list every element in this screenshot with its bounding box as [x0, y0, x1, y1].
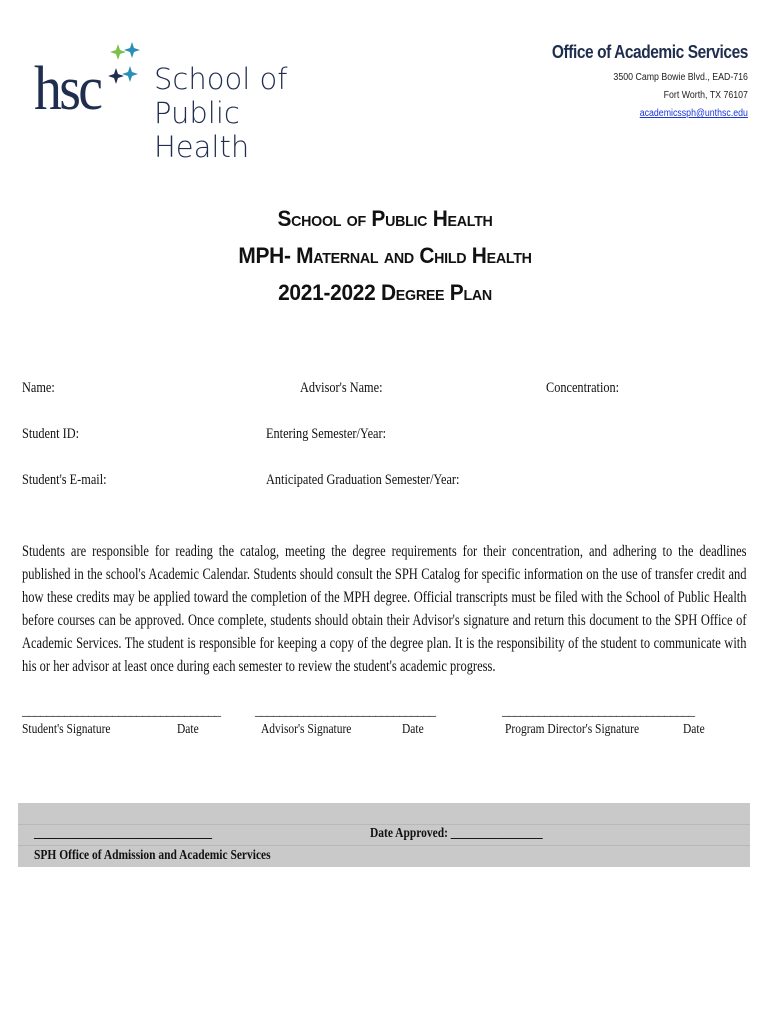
instructions-paragraph: Students are responsible for reading the catalog, meeting the degree requirements for their concentration, and adhering to the deadlines published in the school's Academic Calendar. Students should consult the SPH Catalog for specific information on the use of transfer credit and how these credits may be applied toward the completion of the MPH degree. Official transcripts must be filed with the School of Public Health before courses can be approved. Once complete, students should obtain their Advisor's signature and return this document to the SPH Office of Academic Services. The student is responsible for keeping a copy of the degree plan. It is the responsibility of the student to communicate with his or her advisor at least once during each semester to review the student's academic progress.	[22, 543, 747, 675]
title-line1: School of Public Health	[277, 206, 493, 231]
director-signature-label: Program Director's Signature	[505, 722, 640, 737]
title-line2: MPH- Maternal and Child Health	[238, 243, 532, 268]
title-line3: 2021-2022 Degree Plan	[278, 280, 492, 305]
field-email-label: Student's E-mail:	[22, 472, 107, 488]
office-title: Office of Academic Services	[551, 42, 748, 62]
logo-school-name	[154, 62, 314, 164]
field-entering-label: Entering Semester/Year:	[266, 426, 387, 442]
student-signature-label: Student's Signature	[22, 722, 111, 737]
office-approval-label: SPH Office of Admission and Academic Services	[34, 848, 271, 863]
field-name-label: Name:	[22, 380, 55, 396]
office-approval-line: ____________________________________	[34, 826, 212, 841]
hsc-logo	[34, 40, 314, 164]
director-signature-line: ________________________________	[502, 704, 694, 719]
student-date-label: Date	[177, 722, 199, 737]
document-title	[0, 200, 770, 311]
field-concentration-label: Concentration:	[546, 380, 620, 396]
office-contact	[520, 42, 748, 123]
office-city: Fort Worth, TX 76107	[663, 90, 748, 101]
advisor-signature-line: ______________________________	[255, 704, 435, 719]
logo-wordmark: hsc	[34, 55, 101, 123]
logo-school-line1: School of	[154, 62, 288, 96]
logo-school-line2: Public Health	[154, 96, 250, 164]
director-date-label: Date	[683, 722, 705, 737]
student-signature-line: _________________________________	[22, 704, 220, 719]
field-graduation-label: Anticipated Graduation Semester/Year:	[266, 472, 460, 488]
office-email-link[interactable]: academicssph@unthsc.edu	[639, 108, 748, 119]
date-approved-label: Date Approved: ________________	[370, 826, 543, 841]
advisor-date-label: Date	[402, 722, 424, 737]
field-student-id-label: Student ID:	[22, 426, 80, 442]
field-advisor-label: Advisor's Name:	[300, 380, 383, 396]
office-address: 3500 Camp Bowie Blvd., EAD-716	[613, 72, 748, 83]
advisor-signature-label: Advisor's Signature	[261, 722, 352, 737]
